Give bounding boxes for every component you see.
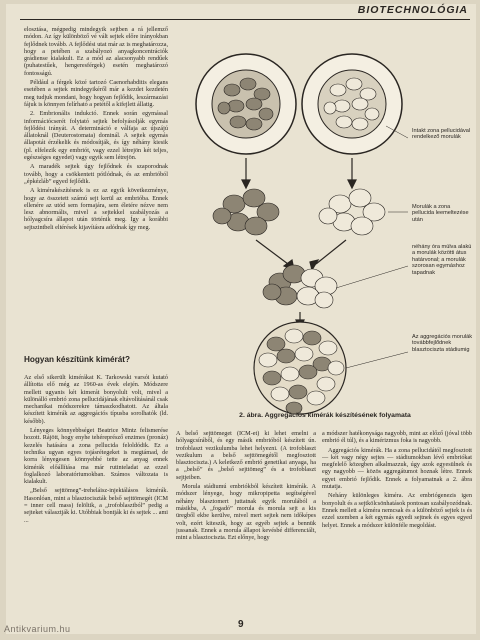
- figure-label-removed: Morulák a zona pellucida leemeltezése után: [412, 204, 469, 223]
- header-rule: [20, 19, 470, 20]
- morula-removed-left: [213, 189, 279, 235]
- paragraph: 2. Embrionális indukció. Ennek során egymással információcserét folytató sejtek befolyásolják egymás fejlődési irányát. A determináció e válfaja az újszájú állatoknál (Deuterostomata) dominál. A sejtek egymás állapotát érzékelik és módosítják, és így néhány kiesik (pl. elfelezik egy embriót, vagy ezzel létrejön két teljes, egészséges egyedet) vagy egyik sem létrejön.: [24, 110, 168, 162]
- aggregated-morula: [263, 265, 337, 308]
- paragraph: Lényeges könnyebbséget Beatrice Mintz felismerése hozott. Rájött, hogy enyhe tehéreprésző enzimes (pronáz) kezelés hatására a zona pellucida feloldódik. Ez a technika ugyan egyes tojásrétegeket is megtámad, de korra lényegesen könnyebbé tette az anyag ennek kimérák előállítása ma már rutinteladat az ezzel foglalkozó laboratóriumokban. Számos változata is kialakult.: [24, 427, 168, 486]
- column-1-top: [24, 26, 168, 326]
- arrows-step-1: [242, 158, 356, 188]
- paragraph: A belső sejttömeget (ICM-et) ki lehet emelni a hólyagcsíráből, és egy másik embrióból készített ún. trofoblaszt vezikulumba lehet helyezni. (A trofoblaszt vezikulum a belső sejttömegétől megfosztott blasztociszta.) A keletkező embrió genetikai anyaga, ha a „belső” és „belső sejttömeg” és a trofoblaszt sejtjeiben.: [176, 430, 316, 481]
- book-page: [6, 4, 476, 634]
- figure-label-zona: Intakt zona pellucidával rendelkező morulák: [412, 128, 471, 141]
- column-1-bottom: [24, 374, 168, 634]
- blastocyst: [254, 322, 346, 414]
- paragraph: elosztása, mégpedig mindegyik sejtben a rá jellemző módon. Az így különböző vé vált sejtek előre irányokban fejlődnek tovább. A fejlődési utat már az is meghatározza, hogy a petében a szabályozó anyagkoncentrációk grádiense kialakult. Ez a mód az alacsonyabb rendűek (puhatestűek, hengeresférgek) esetén meghatározó fontosságú.: [24, 26, 168, 77]
- paragraph: Aggregációs kimérák. Ha a zona pellucidától megfosztott — két vagy négy sejtes — stádiumokban lévő embriókat megfelelő közegben alkalmazzuk, úgy azok egyesülnek és egy nagyobb — közös aggregátumot hoznak létre. Ennek egyet embrió fejlődik. Ennek a folyamatnak a 2. ábra mutatja.: [322, 446, 472, 491]
- figure-label-aggregated: néhány óra múlva alakú a morulák közötti átus határvonal; a morulák szorosan egymáshoz tapadnak: [412, 244, 472, 276]
- page-number: 9: [238, 619, 244, 630]
- paragraph: Az első sikerült kimérákat K. Tarkowski varsói kutató állította elő még az 1960-as évek elején. Módszere mellett ugyanis két kimerát bonyolult volt, mivel a különálló embrió zona pellucidájának eltávolításánál csak mechanikai módszerekre támaszkodhatott. Az általa készített kimérák az aggregációs típusba sorolhatók (ld. később).: [24, 374, 168, 425]
- label-leaders: [336, 126, 408, 368]
- section-title: Hogyan készítünk kimérát?: [24, 355, 131, 364]
- figure-2: [176, 26, 474, 418]
- column-3: [322, 430, 472, 625]
- paragraph: A kimérakészítésnek is ez az egyik következménye, hogy az összetett számú sejt kerül az embrióba. Ennek ellenére az utód sem formajára, sem életére nézve nem lesz abnormális, mivel a sejtekkel szabályozás a hólyagcsíra állapot után történik meg. Így a korábbi sejtszintbeli eltérések kijavításra adódnak így meg.: [24, 187, 168, 231]
- figure-label-result: Az aggregációs morulák továbbfejlődnek blasztociszta stádiumig: [412, 334, 473, 353]
- paragraph: a módszer hatékonysága nagyobb, mint az előző (jóval több embrió él túl), és a kimérizmus foka is nagyobb.: [322, 430, 472, 445]
- paragraph: „Belső sejttömeg”-treheláisz-injektálásos kimérák. Hasonlóan, mint a blasztociszták belső sejttömegét (ICM = inner cell mass) felöltik, a „trofoblasztból” pedig a sejteket választják ki. Utóbbiak bontják ki és sejtek ... ami ...: [24, 487, 168, 524]
- running-head: BIOTECHNOLÓGIA: [357, 4, 468, 16]
- morula-with-zona-left: [196, 54, 296, 154]
- paragraph: Nehány különleges kiméra. Az embriógenezis igen bonyolult és a sejtkölcsönhatások pontosan szabályozódnak. Ennek mellett a kiméra nemcsak és a különböző sejtek is és ezzel szemben a két egymás egyedi sejtnek és egyes egyed helyet. Ennek a módszer különféle megoldást.: [322, 492, 472, 529]
- paragraph: A maradék sejtek úgy fejlődnek és szaporodnak tovább, hogy a csökkentett pótlódnak, és az embrióból „épkézláb” egyed fejlődik.: [24, 163, 168, 185]
- paragraph: Például a férgek közé tartozó Caenorhabditis elegans esetében a sejtek mindegyikéről már a kezdet kezdetén meg tudjuk mondani, hogy hogyan fejlődik, leszármazási fájuk is könnyen felírható a petétől a kifejlett állatig.: [24, 79, 168, 108]
- morula-with-zona-right: [302, 54, 402, 154]
- figure-caption: 2. ábra. Aggregációs kimérák készítésének folyamata: [239, 412, 411, 419]
- paragraph: Morula stádiumú embriókból készített kimérák. A módszer lényege, hogy mikropipetta segítségével néhány blasztomert juttatnak egyik morulából a másikba, A „fogadó” morula és morula sejt a kis üregből ekbe kerülve, mivel mert sejtek nem időképes volt, ezért kiteszik, hogy az egyéb sejtek a bennük jussanak. Ennek a morula állapot kevésbé differenciált, mint a blasztociszta. Ezt előnye, hogy: [176, 483, 316, 542]
- column-2: [176, 430, 316, 620]
- arrows-step-2: [256, 240, 346, 270]
- watermark: Antikvarium.hu: [4, 624, 71, 634]
- morula-removed-right: [319, 189, 385, 235]
